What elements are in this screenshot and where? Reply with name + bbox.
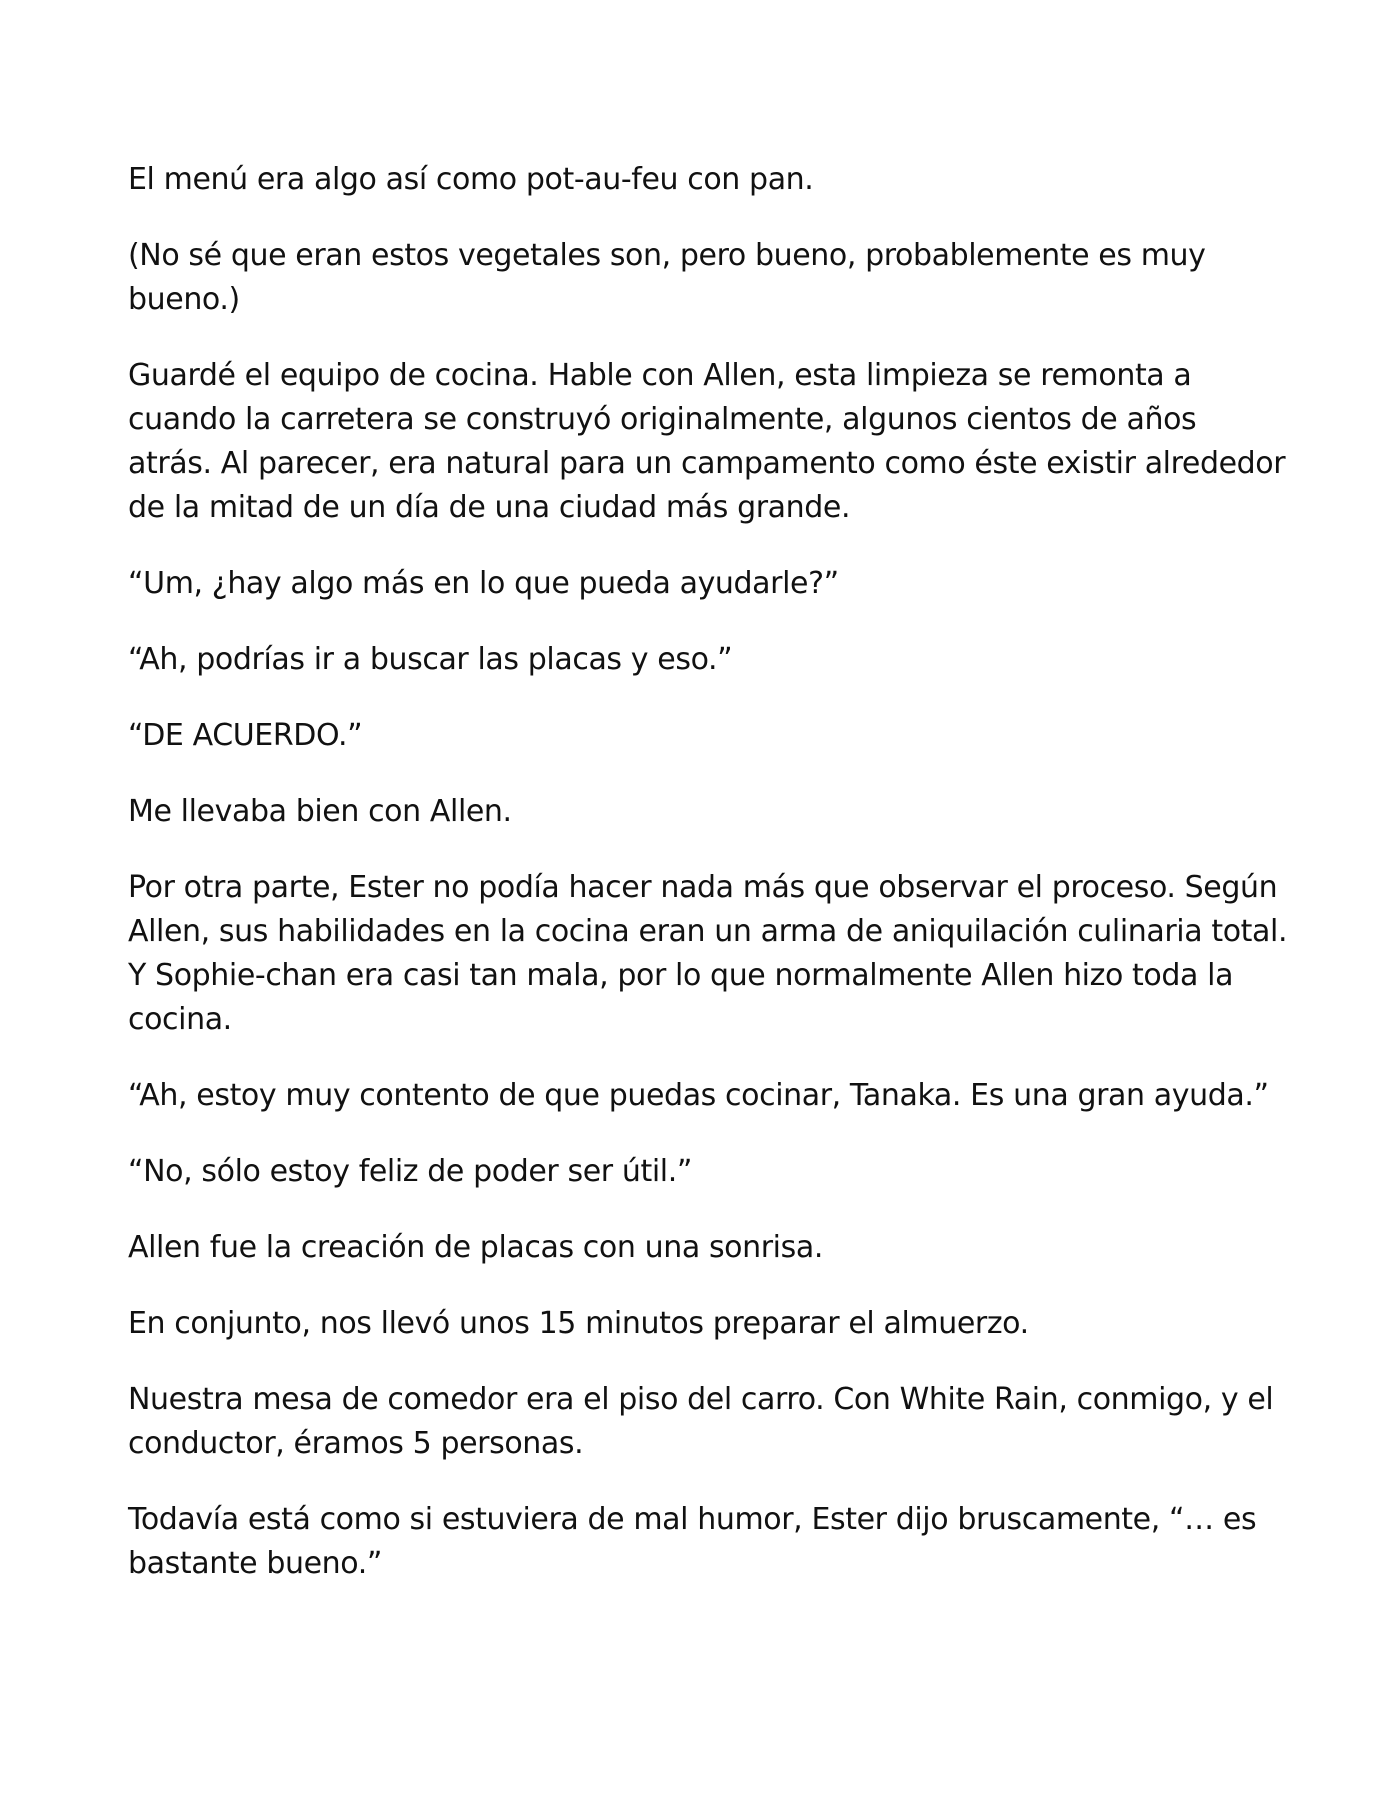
paragraph-5: “Ah, podrías ir a buscar las placas y eso.” <box>128 642 733 677</box>
paragraph-9: “Ah, estoy muy contento de que puedas cocinar, Tanaka. Es una gran ayuda.” <box>128 1078 1269 1113</box>
document-body <box>128 158 1288 1618</box>
paragraph-6: “DE ACUERDO.” <box>128 718 363 753</box>
paragraph-1: El menú era algo así como pot-au-feu con pan. <box>128 162 814 197</box>
paragraph-7: Me llevaba bien con Allen. <box>128 794 512 829</box>
paragraph-2: (No sé que eran estos vegetales son, pero bueno, probablemente es muy bueno.) <box>128 238 1206 317</box>
paragraph-12: En conjunto, nos llevó unos 15 minutos preparar el almuerzo. <box>128 1306 1029 1341</box>
paragraph-10: “No, sólo estoy feliz de poder ser útil.” <box>128 1154 692 1189</box>
paragraph-13: Nuestra mesa de comedor era el piso del carro. Con White Rain, conmigo, y el conductor, éramos 5 personas. <box>128 1382 1274 1461</box>
paragraph-11: Allen fue la creación de placas con una sonrisa. <box>128 1230 823 1265</box>
paragraph-8: Por otra parte, Ester no podía hacer nada más que observar el proceso. Según Allen, sus habilidades en la cocina eran un arma de aniquilación culinaria total. Y Sophie-chan era casi tan mala, por lo que normalmente Allen hizo toda la cocina. <box>128 870 1288 1037</box>
paragraph-3: Guardé el equipo de cocina. Hable con Allen, esta limpieza se remonta a cuando la carretera se construyó originalmente, algunos cientos de años atrás. Al parecer, era natural para un campamento como éste existir alrededor de la mitad de un día de una ciudad más grande. <box>128 358 1286 525</box>
paragraph-14: Todavía está como si estuviera de mal humor, Ester dijo bruscamente, “… es bastante bueno.” <box>128 1502 1257 1581</box>
paragraph-4: “Um, ¿hay algo más en lo que pueda ayudarle?” <box>128 566 839 601</box>
